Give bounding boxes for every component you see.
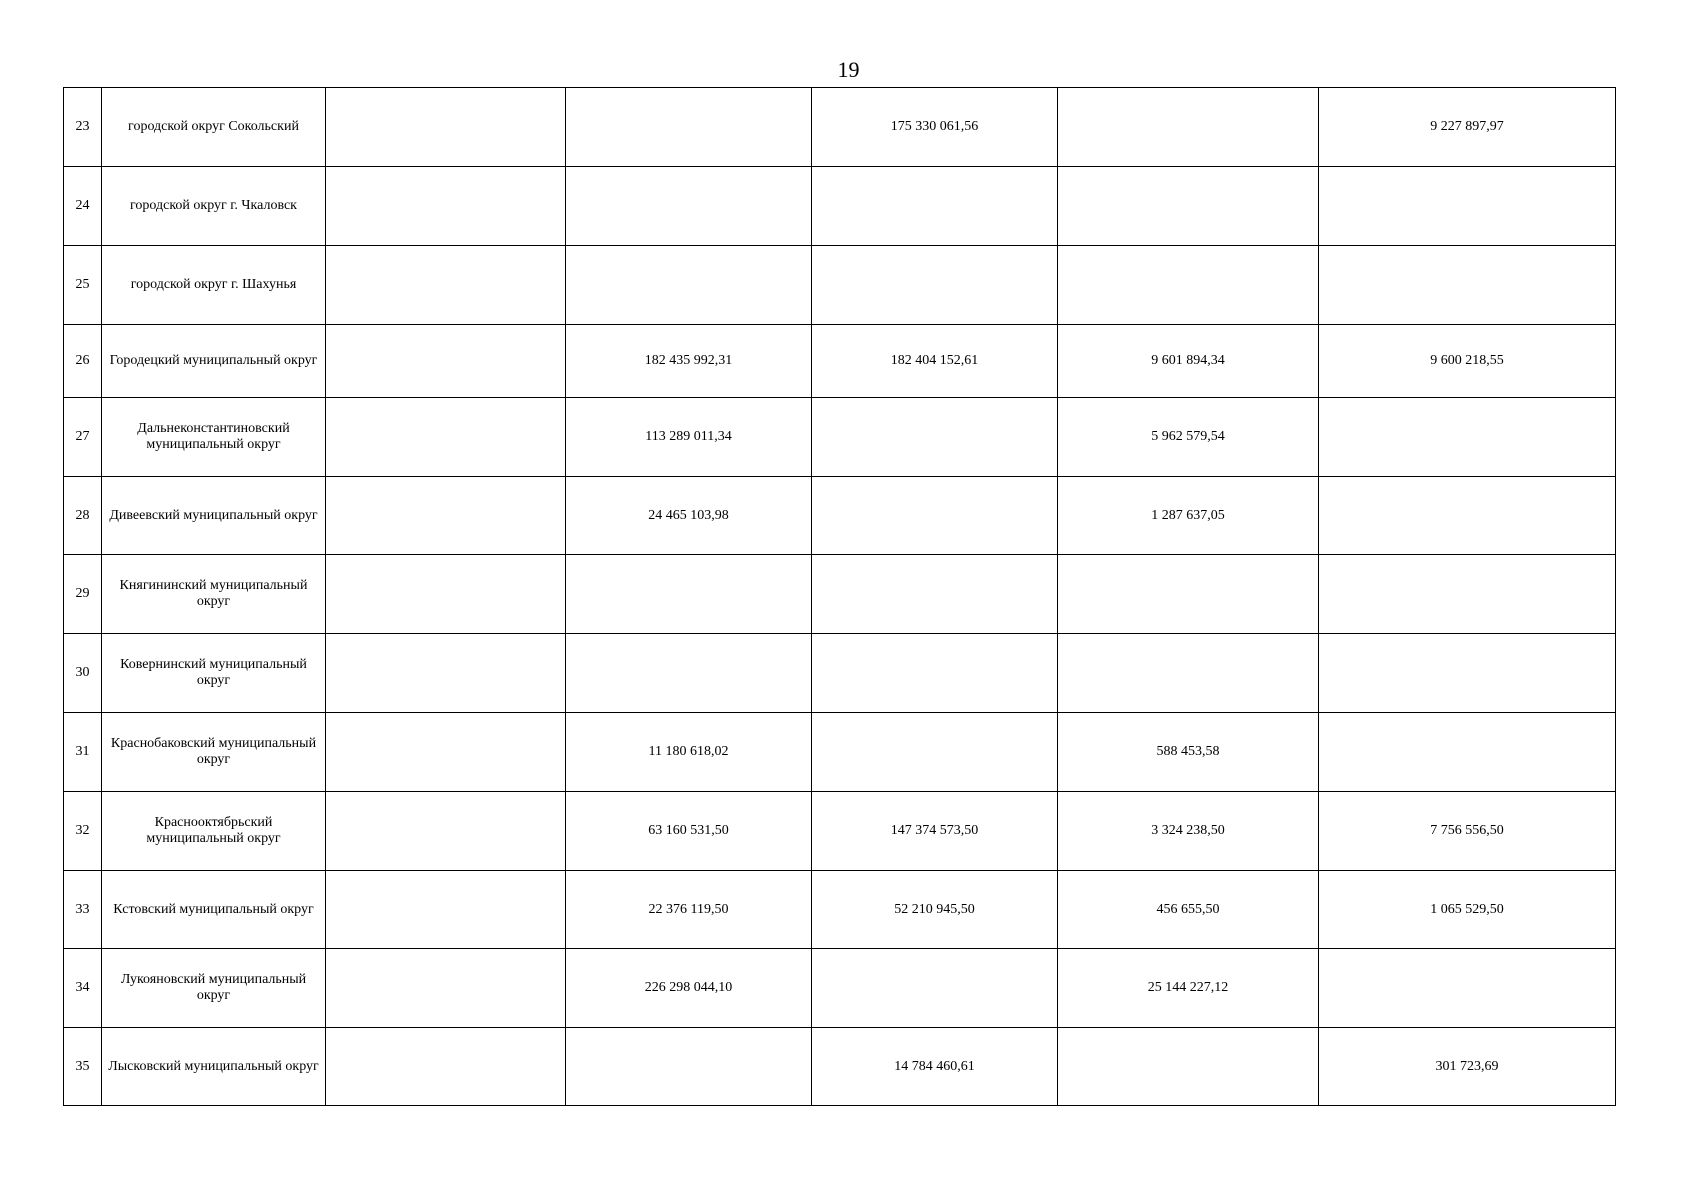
value-col-1 bbox=[326, 398, 566, 477]
table-row bbox=[64, 246, 1616, 325]
municipality-name: Ковернинский муниципальный округ bbox=[102, 634, 326, 713]
row-number: 30 bbox=[64, 634, 102, 713]
value-col-3 bbox=[812, 634, 1058, 713]
value-col-5 bbox=[1319, 713, 1616, 792]
municipality-name: Краснооктябрьский муниципальный округ bbox=[102, 792, 326, 871]
value-col-1 bbox=[326, 634, 566, 713]
value-col-1 bbox=[326, 792, 566, 871]
municipality-name: Лукояновский муниципальный округ bbox=[102, 949, 326, 1028]
page-number: 19 bbox=[837, 57, 860, 82]
value-col-1 bbox=[326, 949, 566, 1028]
value-col-2 bbox=[566, 167, 812, 246]
municipality-name: Городецкий муниципальный округ bbox=[102, 325, 326, 398]
row-number: 34 bbox=[64, 949, 102, 1028]
table-row bbox=[64, 555, 1616, 634]
value-col-3: 175 330 061,56 bbox=[812, 88, 1058, 167]
value-col-5: 7 756 556,50 bbox=[1319, 792, 1616, 871]
value-col-2: 113 289 011,34 bbox=[566, 398, 812, 477]
value-col-5 bbox=[1319, 167, 1616, 246]
value-col-2: 24 465 103,98 bbox=[566, 477, 812, 555]
municipality-name: Дивеевский муниципальный округ bbox=[102, 477, 326, 555]
value-col-1 bbox=[326, 1028, 566, 1106]
table-row bbox=[64, 713, 1616, 792]
value-col-4 bbox=[1058, 167, 1319, 246]
value-col-3 bbox=[812, 477, 1058, 555]
municipality-name: городской округ г. Чкаловск bbox=[102, 167, 326, 246]
value-col-2: 11 180 618,02 bbox=[566, 713, 812, 792]
value-col-5: 301 723,69 bbox=[1319, 1028, 1616, 1106]
row-number: 29 bbox=[64, 555, 102, 634]
value-col-2 bbox=[566, 88, 812, 167]
value-col-3 bbox=[812, 246, 1058, 325]
value-col-4 bbox=[1058, 634, 1319, 713]
municipality-name: Дальнеконстантиновский муниципальный округ bbox=[102, 398, 326, 477]
value-col-5 bbox=[1319, 477, 1616, 555]
table-row bbox=[64, 1028, 1616, 1106]
row-number: 23 bbox=[64, 88, 102, 167]
row-number: 28 bbox=[64, 477, 102, 555]
municipality-name: Княгининский муниципальный округ bbox=[102, 555, 326, 634]
value-col-2 bbox=[566, 634, 812, 713]
value-col-5 bbox=[1319, 634, 1616, 713]
value-col-1 bbox=[326, 325, 566, 398]
value-col-2: 63 160 531,50 bbox=[566, 792, 812, 871]
row-number: 25 bbox=[64, 246, 102, 325]
table-row bbox=[64, 398, 1616, 477]
value-col-5: 9 600 218,55 bbox=[1319, 325, 1616, 398]
value-col-1 bbox=[326, 713, 566, 792]
table-row bbox=[64, 792, 1616, 871]
row-number: 33 bbox=[64, 871, 102, 949]
table-row bbox=[64, 634, 1616, 713]
value-col-4: 588 453,58 bbox=[1058, 713, 1319, 792]
value-col-4: 1 287 637,05 bbox=[1058, 477, 1319, 555]
value-col-4 bbox=[1058, 1028, 1319, 1106]
value-col-3 bbox=[812, 167, 1058, 246]
value-col-5: 9 227 897,97 bbox=[1319, 88, 1616, 167]
municipality-name: Лысковский муниципальный округ bbox=[102, 1028, 326, 1106]
value-col-3: 52 210 945,50 bbox=[812, 871, 1058, 949]
municipality-name: городской округ Сокольский bbox=[102, 88, 326, 167]
value-col-1 bbox=[326, 555, 566, 634]
value-col-4: 25 144 227,12 bbox=[1058, 949, 1319, 1028]
table-row bbox=[64, 949, 1616, 1028]
value-col-2: 182 435 992,31 bbox=[566, 325, 812, 398]
value-col-3 bbox=[812, 949, 1058, 1028]
value-col-1 bbox=[326, 167, 566, 246]
table-row bbox=[64, 88, 1616, 167]
value-col-2 bbox=[566, 555, 812, 634]
table-row bbox=[64, 871, 1616, 949]
value-col-3: 147 374 573,50 bbox=[812, 792, 1058, 871]
row-number: 26 bbox=[64, 325, 102, 398]
value-col-4 bbox=[1058, 246, 1319, 325]
municipality-name: Кстовский муниципальный округ bbox=[102, 871, 326, 949]
value-col-5: 1 065 529,50 bbox=[1319, 871, 1616, 949]
municipal-data-table bbox=[63, 87, 1616, 1106]
row-number: 27 bbox=[64, 398, 102, 477]
table-row bbox=[64, 167, 1616, 246]
value-col-3 bbox=[812, 713, 1058, 792]
value-col-5 bbox=[1319, 555, 1616, 634]
value-col-3 bbox=[812, 555, 1058, 634]
value-col-4 bbox=[1058, 88, 1319, 167]
value-col-3 bbox=[812, 398, 1058, 477]
value-col-5 bbox=[1319, 949, 1616, 1028]
value-col-4: 456 655,50 bbox=[1058, 871, 1319, 949]
municipality-name: городской округ г. Шахунья bbox=[102, 246, 326, 325]
value-col-1 bbox=[326, 246, 566, 325]
value-col-3: 182 404 152,61 bbox=[812, 325, 1058, 398]
value-col-4: 5 962 579,54 bbox=[1058, 398, 1319, 477]
value-col-1 bbox=[326, 88, 566, 167]
value-col-4 bbox=[1058, 555, 1319, 634]
value-col-4: 9 601 894,34 bbox=[1058, 325, 1319, 398]
value-col-2 bbox=[566, 246, 812, 325]
value-col-4: 3 324 238,50 bbox=[1058, 792, 1319, 871]
value-col-2 bbox=[566, 1028, 812, 1106]
row-number: 24 bbox=[64, 167, 102, 246]
row-number: 31 bbox=[64, 713, 102, 792]
value-col-5 bbox=[1319, 398, 1616, 477]
value-col-2: 226 298 044,10 bbox=[566, 949, 812, 1028]
value-col-5 bbox=[1319, 246, 1616, 325]
value-col-1 bbox=[326, 871, 566, 949]
value-col-3: 14 784 460,61 bbox=[812, 1028, 1058, 1106]
row-number: 32 bbox=[64, 792, 102, 871]
value-col-2: 22 376 119,50 bbox=[566, 871, 812, 949]
municipality-name: Краснобаковский муниципальный округ bbox=[102, 713, 326, 792]
value-col-1 bbox=[326, 477, 566, 555]
row-number: 35 bbox=[64, 1028, 102, 1106]
table-row bbox=[64, 477, 1616, 555]
table-row bbox=[64, 325, 1616, 398]
table-body bbox=[64, 88, 1616, 1106]
